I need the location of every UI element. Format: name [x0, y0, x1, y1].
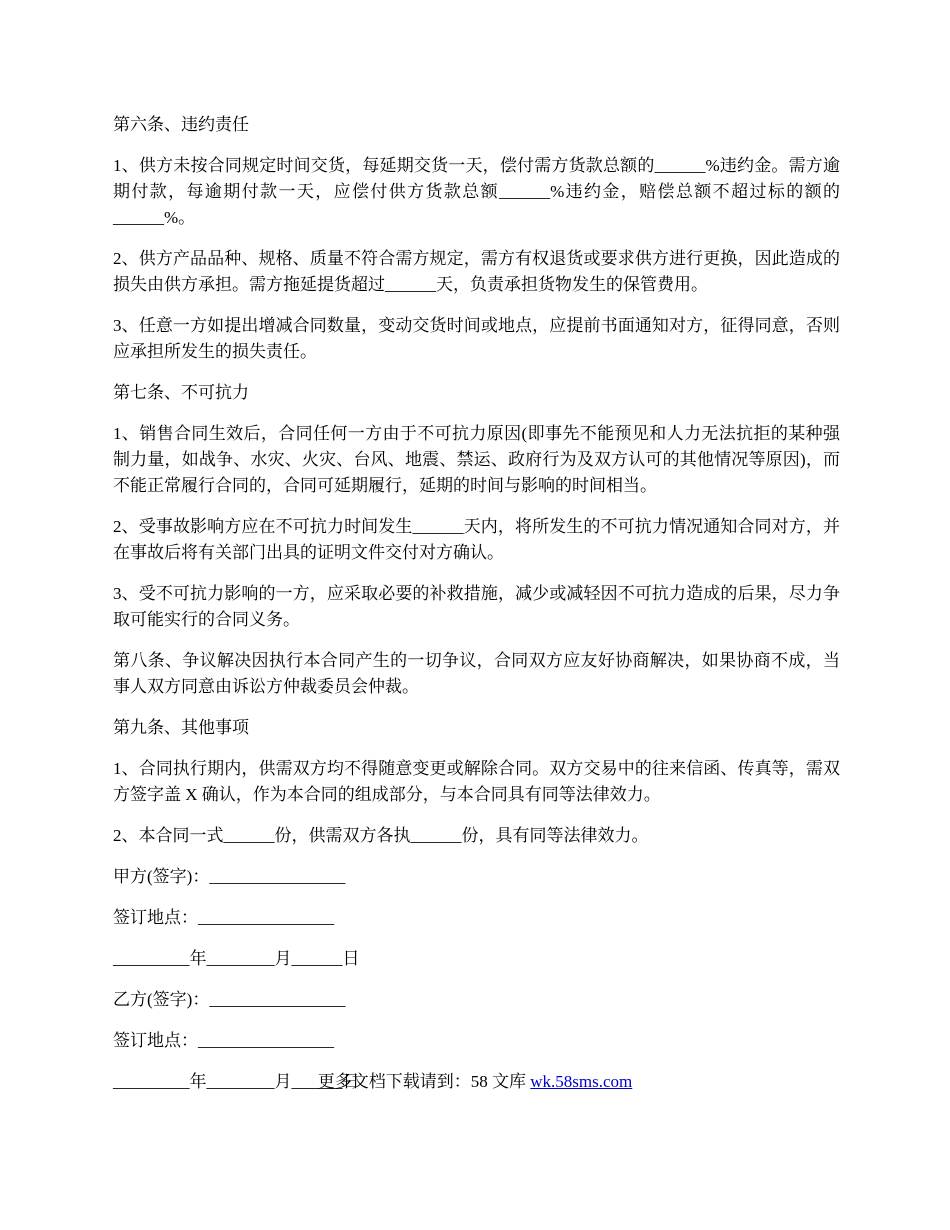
article-7-title: 第七条、不可抗力: [113, 383, 249, 402]
party-b-signing-place: 签订地点：________________: [113, 1031, 334, 1050]
party-b-signature: 乙方(签字)：________________: [113, 990, 346, 1009]
download-footer: [0, 1069, 950, 1095]
party-a-date: _________年________月______日: [113, 949, 360, 968]
article-7-clause-3: 3、受不可抗力影响的一方，应采取必要的补救措施，减少或减轻因不可抗力造成的后果，尽力争取可能实行的合同义务。: [113, 584, 840, 629]
article-9-clause-1: 1、合同执行期内，供需双方均不得随意变更或解除合同。双方交易中的往来信函、传真等，需双方签字盖 X 确认，作为本合同的组成部分，与本合同具有同等法律效力。: [113, 759, 840, 804]
article-6-clause-2: 2、供方产品品种、规格、质量不符合需方规定，需方有权退货或要求供方进行更换，因此造成的损失由供方承担。需方拖延提货超过______天，负责承担货物发生的保管费用。: [113, 249, 840, 294]
party-a-signing-place: 签订地点：________________: [113, 908, 334, 927]
article-6-title: 第六条、违约责任: [113, 115, 249, 134]
footer-link[interactable]: wk.58sms.com: [530, 1072, 633, 1091]
article-6-clause-3: 3、任意一方如提出增减合同数量，变动交货时间或地点，应提前书面通知对方，征得同意，否则应承担所发生的损失责任。: [113, 316, 840, 361]
article-9-clause-2: 2、本合同一式______份，供需双方各执______份，具有同等法律效力。: [113, 826, 649, 845]
party-a-signature: 甲方(签字)：________________: [113, 867, 346, 886]
footer-text: 更多文档下载请到：58 文库: [317, 1072, 531, 1091]
article-7-clause-1: 1、销售合同生效后，合同任何一方由于不可抗力原因(即事先不能预见和人力无法抗拒的某种强制力量，如战争、水灾、火灾、台风、地震、禁运、政府行为及双方认可的其他情况等原因)，而不能正常履行合同的，合同可延期履行，延期的时间与影响的时间相当。: [113, 424, 840, 495]
party-b-date: _________年________月______日: [113, 1072, 360, 1091]
article-6-clause-1: 1、供方未按合同规定时间交货，每延期交货一天，偿付需方货款总额的______%违约金。需方逾期付款，每逾期付款一天，应偿付供方货款总额______%违约金，赔偿总额不超过标的额的______%。: [113, 156, 840, 227]
article-9-title: 第九条、其他事项: [113, 718, 249, 737]
contract-body: [113, 112, 840, 1110]
article-7-clause-2: 2、受事故影响方应在不可抗力时间发生______天内，将所发生的不可抗力情况通知合同对方，并在事故后将有关部门出具的证明文件交付对方确认。: [113, 517, 840, 562]
article-8: 第八条、争议解决因执行本合同产生的一切争议，合同双方应友好协商解决，如果协商不成，当事人双方同意由诉讼方仲裁委员会仲裁。: [113, 651, 840, 696]
